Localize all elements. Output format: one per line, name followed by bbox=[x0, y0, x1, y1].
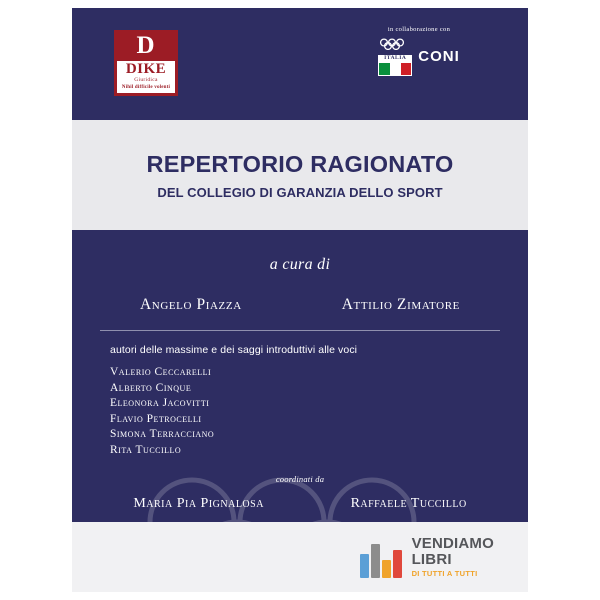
vendor-logo-line3: DI TUTTI A TUTTI bbox=[411, 569, 478, 578]
publisher-logo-name: DIKE bbox=[125, 61, 167, 77]
coordinators-label: coordinati da bbox=[275, 474, 325, 484]
authors-lead-text: autori delle massime e dei saggi introduttivi alle voci bbox=[110, 344, 358, 356]
coordinators-names bbox=[72, 496, 528, 512]
vendor-logo-text bbox=[412, 536, 494, 579]
list-item: Valerio Ceccarelli bbox=[110, 366, 212, 378]
book-subtitle: DEL COLLEGIO DI GARANZIA DELLO SPORT bbox=[157, 184, 443, 200]
editor-name: Angelo Piazza bbox=[139, 296, 242, 313]
vendor-logo bbox=[360, 536, 494, 579]
list-item: Eleonora Jacovitti bbox=[110, 397, 210, 409]
publisher-logo-letter: D bbox=[136, 32, 156, 59]
editors-names bbox=[72, 296, 528, 314]
coni-block bbox=[354, 26, 484, 76]
cover-page-background bbox=[72, 8, 528, 592]
publisher-logo bbox=[114, 30, 178, 96]
list-item: Simona Terracciano bbox=[110, 428, 215, 440]
editors-block bbox=[72, 230, 528, 330]
coni-emblem bbox=[354, 37, 484, 76]
italia-label: ITALIA bbox=[378, 55, 412, 62]
list-item: Rita Tuccillo bbox=[110, 443, 182, 456]
italia-flag bbox=[378, 37, 412, 76]
coni-organization-label: CONI bbox=[418, 48, 460, 65]
collaboration-label: in collaborazione con bbox=[387, 26, 451, 33]
authors-block bbox=[72, 344, 528, 458]
list-item: Flavio Petrocelli bbox=[110, 412, 202, 425]
authors-list bbox=[110, 365, 490, 458]
editors-label: a cura di bbox=[269, 256, 331, 273]
olympic-rings-icon bbox=[378, 38, 412, 50]
publisher-logo-tagline: Nihil difficile volenti bbox=[121, 85, 171, 90]
tricolore-icon bbox=[378, 62, 412, 76]
list-item: Alberto Cinque bbox=[110, 381, 192, 394]
coordinator-name: Raffaele Tuccillo bbox=[350, 496, 467, 511]
vendor-logo-line1: VENDIAMO bbox=[411, 535, 494, 552]
title-band bbox=[72, 120, 528, 230]
vendor-logo-line2: LIBRI bbox=[411, 551, 452, 568]
coordinators-block bbox=[72, 474, 528, 512]
divider bbox=[100, 330, 500, 331]
coordinator-name: Maria Pia Pignalosa bbox=[133, 496, 264, 511]
publisher-logo-subtitle: Giuridica bbox=[134, 77, 158, 83]
books-icon bbox=[360, 538, 404, 578]
book-title: REPERTORIO RAGIONATO bbox=[146, 150, 454, 177]
editor-name: Attilio Zimatore bbox=[341, 296, 460, 313]
